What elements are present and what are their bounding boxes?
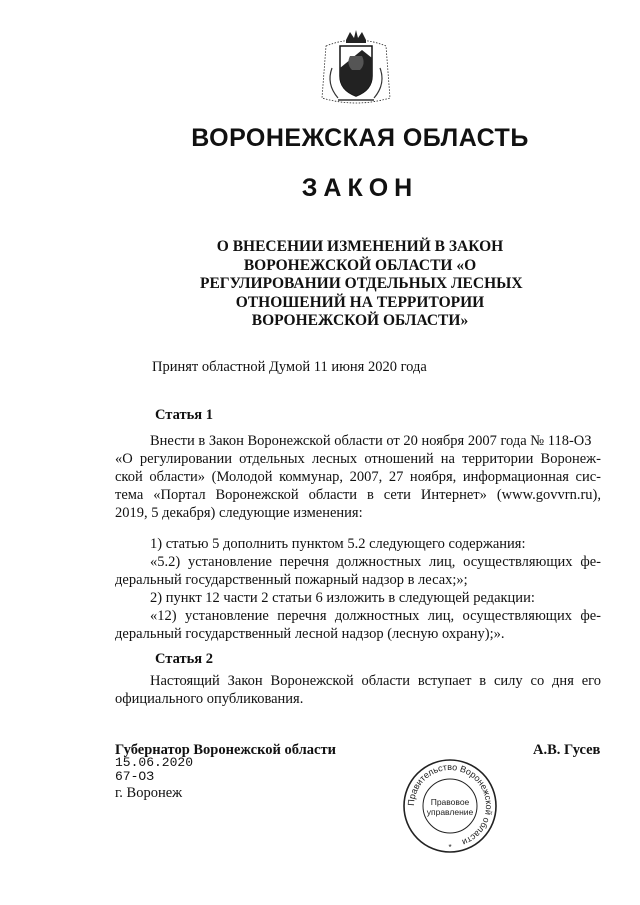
- signing-place: г. Воронеж: [115, 785, 183, 801]
- coat-of-arms-icon: [316, 28, 396, 108]
- law-title-line: РЕГУЛИРОВАНИИ ОТДЕЛЬНЫХ ЛЕСНЫХ: [200, 275, 523, 292]
- signatory-position: Губернатор Воронежской области: [115, 742, 336, 758]
- article-2-text-line: Настоящий Закон Воронежской области вступает в силу со дня его: [150, 673, 601, 689]
- star-icon: *: [448, 843, 452, 852]
- law-title-line: ВОРОНЕЖСКОЙ ОБЛАСТИ»: [251, 312, 469, 329]
- law-number: 67-ОЗ: [115, 769, 155, 784]
- article-1-heading: Статья 1: [155, 407, 213, 423]
- law-title-line: ОТНОШЕНИЙ НА ТЕРРИТОРИИ: [235, 293, 485, 311]
- article-2-text-line: официального опубликования.: [115, 691, 304, 707]
- article-1-item-line: 2) пункт 12 части 2 статьи 6 изложить в следующей редакции:: [150, 590, 535, 606]
- stamp-inner-text: управление: [426, 807, 474, 817]
- article-1-item-line: «12) установление перечня должностных лиц, осуществляющих фе-: [150, 608, 601, 624]
- article-1-item-line: деральный государственный пожарный надзор в лесах;»;: [115, 572, 468, 588]
- stamp-inner-text: Правовое: [430, 797, 470, 807]
- article-1-text-line: «О регулировании отдельных лесных отношений на территории Воронеж-: [115, 451, 601, 467]
- article-1-item-line: 1) статью 5 дополнить пунктом 5.2 следующего содержания:: [150, 536, 526, 552]
- stamp-seal: [400, 756, 500, 856]
- law-title-line: ВОРОНЕЖСКОЙ ОБЛАСТИ «О: [243, 256, 477, 274]
- article-1-text-line: Внести в Закон Воронежской области от 20 ноября 2007 года № 118-ОЗ: [150, 433, 592, 449]
- article-1-text-line: тема «Портал Воронежской области в сети Интернет» (www.govvrn.ru),: [115, 487, 601, 503]
- signatory-name: А.В. Гусев: [533, 742, 601, 758]
- stamp-ring-text: Правительство Воронежской области: [405, 761, 495, 848]
- article-2-heading: Статья 2: [155, 651, 213, 667]
- article-1-item-line: деральный государственный лесной надзор (лесную охрану);».: [115, 626, 505, 642]
- article-1-text-line: 2019, 5 декабря) следующие изменения:: [115, 505, 363, 521]
- adoption-note: Принят областной Думой 11 июня 2020 года: [152, 359, 427, 375]
- article-1-item-line: «5.2) установление перечня должностных лиц, осуществляющих фе-: [150, 554, 601, 570]
- law-title-line: О ВНЕСЕНИИ ИЗМЕНЕНИЙ В ЗАКОН: [216, 238, 504, 255]
- article-1-text-line: ской области» (Молодой коммунар, 2007, 27 ноября, информационная сис-: [115, 469, 601, 485]
- law-title: [200, 238, 523, 331]
- document-type: ЗАКОН: [301, 174, 419, 202]
- signing-date: 15.06.2020: [115, 755, 194, 770]
- region-name: ВОРОНЕЖСКАЯ ОБЛАСТЬ: [191, 124, 529, 152]
